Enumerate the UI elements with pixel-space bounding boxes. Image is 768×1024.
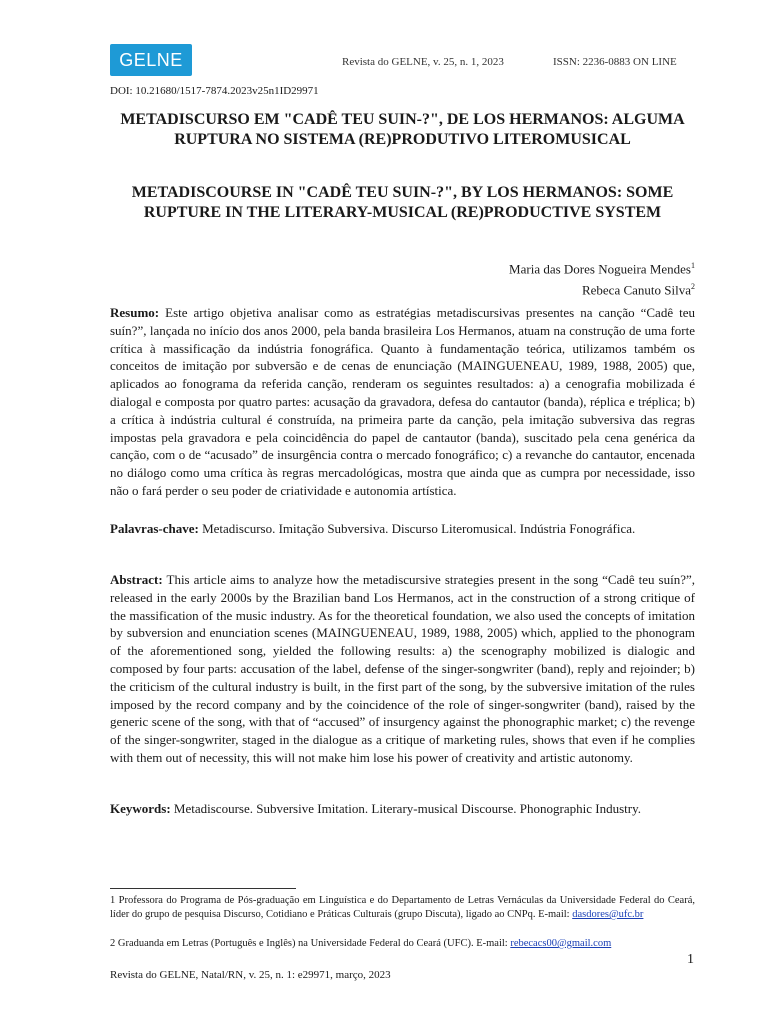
author-1 [509,257,695,278]
abstract-paragraph [110,571,695,767]
author-list [509,257,695,300]
abstract-text: This article aims to analyze how the metadiscursive strategies present in the song “Cadê teu suín?”, released in the early 2000s by the Brazilian band Los Hermanos, act in the construction of a strong critique of the massification of the music industry. As for the theoretical foundation, we also used the concepts of imitation by subversion and enunciation scenes (MAINGUENEAU, 1989, 1988, 2005) which, applied to the phonogram of the aforementioned song, yielded the following results: a) the scenography mobilized is dialogic and composed by four parts: accusation of the label, defense of the singer-songwriter (band), reply and rejoinder; b) the criticism of the cultural industry is built, in the first part of the song, by the subversive imitation of the rules imposed by the record company and by the coincidence of the role of singer-songwriter (band), raised by the generic scene of the song, with that of “accused” of insurgency against the phonographic market; c) the revenge of the singer-songwriter, staged in the dialogue as a critique of marketing rules, shows that even if he complies with them out of necessity, this will not make him lose his power of creativity and artistic autonomy. [110,572,695,765]
author-1-name: Maria das Dores Nogueira Mendes [509,261,691,277]
keywords-paragraph [110,800,695,818]
palavras-chave-label: Palavras-chave: [110,521,199,536]
page-number: 1 [687,952,694,967]
logo-text: GELNE [119,49,183,70]
footnote-2-text: 2 Graduanda em Letras (Português e Inglês) na Universidade Federal do Ceará (UFC). E-mail: [110,938,511,949]
resumo-paragraph [110,304,695,500]
title-portuguese: METADISCURSO EM "CADÊ TEU SUIN-?", DE LOS HERMANOS: ALGUMA RUPTURA NO SISTEMA (RE)PRODUTIVO LITEROMUSICAL [120,111,685,148]
footnote-divider [110,888,296,889]
footnote-2 [110,937,695,951]
footnote-1 [110,894,695,922]
palavras-chave-text: Metadiscurso. Imitação Subversiva. Discurso Literomusical. Indústria Fonográfica. [198,521,636,536]
keywords-text: Metadiscourse. Subversive Imitation. Literary-musical Discourse. Phonographic Industry. [170,801,641,816]
page-footer: Revista do GELNE, Natal/RN, v. 25, n. 1: e29971, março, 2023 [110,969,391,981]
footnote-1-email-link[interactable]: dasdores@ufc.br [572,909,644,920]
author-1-note: 1 [691,261,695,270]
palavras-chave-paragraph [110,520,695,538]
doi: DOI: 10.21680/1517-7874.2023v25n1ID29971 [110,85,319,97]
keywords-label: Keywords: [110,801,171,816]
abstract-label: Abstract: [110,572,163,587]
footnote-2-email-link[interactable]: rebecacs00@gmail.com [510,938,612,949]
resumo-label: Resumo: [110,305,160,320]
journal-info: Revista do GELNE, v. 25, n. 1, 2023 [342,56,504,68]
author-2 [509,278,695,299]
resumo-text: Este artigo objetiva analisar como as estratégias metadiscursivas presentes na canção “Cadê teu suín?”, lançada no início dos anos 2000, pela banda brasileira Los Hermanos, atuam na construção de uma forte crítica à massificação da indústria fonográfica. Quanto à fundamentação teórica, utilizamos também os conceitos de imitação por subversão e de cenas de enunciação (MAINGUENEAU, 1989, 1988, 2005) que, aplicados ao fonograma da referida canção, renderam os seguintes resultados: a) a cenografia mobilizada é dialogal e composta por quatro partes: acusação da gravadora, defesa do cantautor (banda), réplica e tréplica; b) a crítica à indústria cultural é construída, na primeira parte da canção, pela imitação subversiva das regras impostas pela gravadora e pela coincidência do papel de cantautor (banda), suscitado pela cena genérica da canção, com o de “acusado” de insurgência contra o mercado fonográfico; c) a revanche do cantautor, encenada no diálogo como uma crítica às regras mercadológicas, mostra que ainda que as cumpra por necessidade, isso não o fará perder o seu poder de criatividade e autonomia artística. [110,305,695,498]
author-2-name: Rebeca Canuto Silva [581,282,691,298]
gelne-logo [110,44,192,76]
title-english: METADISCOURSE IN "CADÊ TEU SUIN-?", BY LOS HERMANOS: SOME RUPTURE IN THE LITERARY-MUSICAL (RE)PRODUCTIVE SYSTEM [131,184,674,221]
issn: ISSN: 2236-0883 ON LINE [553,56,677,68]
author-2-note: 2 [691,282,695,292]
footnote-1-text: 1 Professora do Programa de Pós-graduação em Linguística e do Departamento de Letras Vernáculas da Universidade Federal do Ceará, líder do grupo de pesquisa Discurso, Cotidiano e Práticas Culturais (grupo Discuta), ligado ao CNPq. E-mail: [110,895,695,920]
